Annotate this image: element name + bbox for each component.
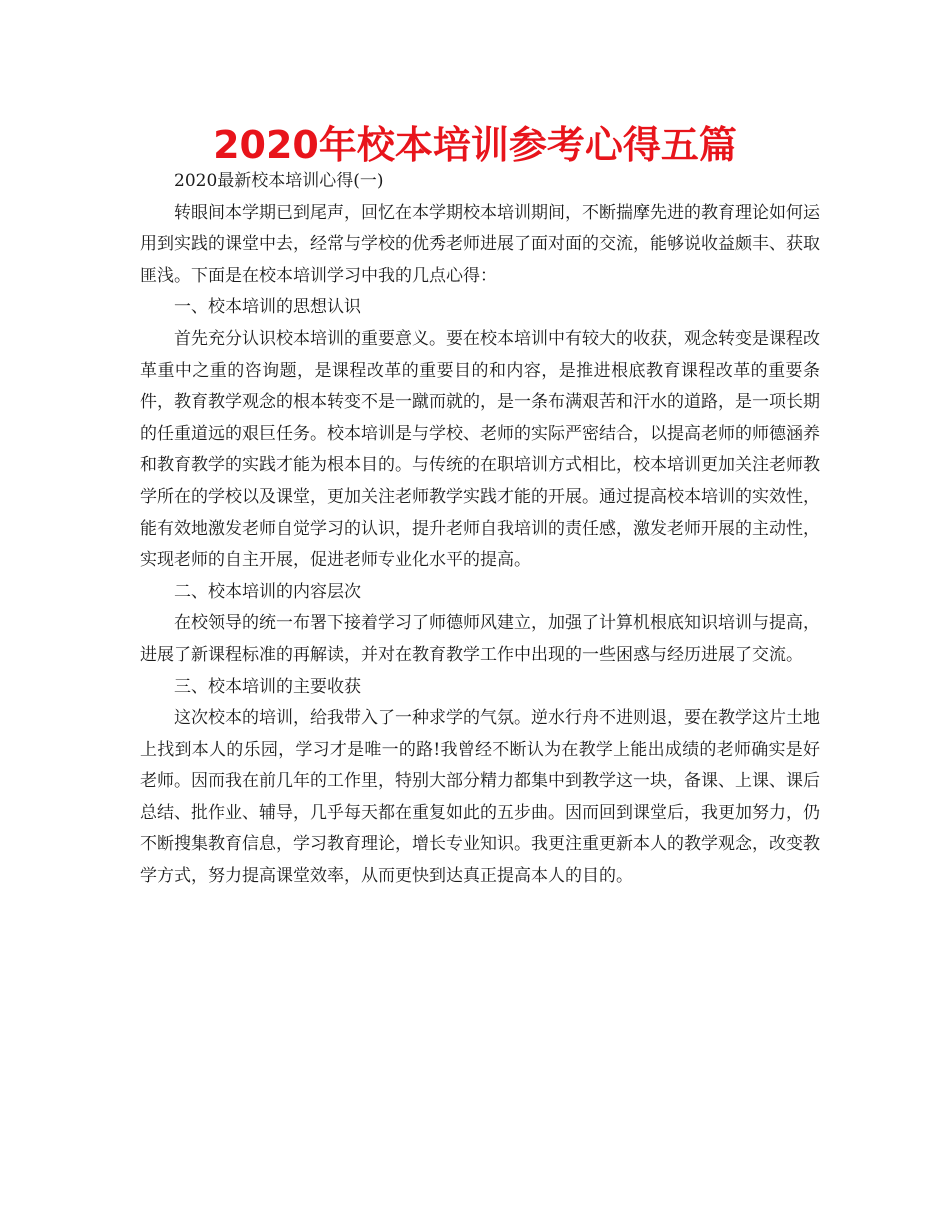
- document-body: [140, 166, 820, 893]
- intro-paragraph: 转眼间本学期已到尾声，回忆在本学期校本培训期间，不断揣摩先进的教育理论如何运用到实践的课堂中去，经常与学校的优秀老师进展了面对面的交流，能够说收益颇丰、获取匪浅。下面是在校本培训学习中我的几点心得：: [140, 202, 820, 286]
- section-heading-1: 一、校本培训的思想认识: [174, 297, 361, 318]
- document-title: 2020年校本培训参考心得五篇: [213, 123, 737, 167]
- body-paragraph-1: 首先充分认识校本培训的重要意义。要在校本培训中有较大的收获，观念转变是课程改革重中之重的咨询题，是课程改革的重要目的和内容，是推进根底教育课程改革的重要条件，教育教学观念的根本转变不是一蹴而就的，是一条布满艰苦和汗水的道路，是一项长期的任重道远的艰巨任务。校本培训是与学校、老师的实际严密结合，以提高老师的师德涵养和教育教学的实践才能为根本目的。与传统的在职培训方式相比，校本培训更加关注老师教学所在的学校以及课堂，更加关注老师教学实践才能的开展。通过提高校本培训的实效性，能有效地激发老师自觉学习的认识，提升老师自我培训的责任感，激发老师开展的主动性，实现老师的自主开展，促进老师专业化水平的提高。: [140, 328, 820, 571]
- body-paragraph-3: 这次校本的培训，给我带入了一种求学的气氛。逆水行舟不进则退，要在教学这片土地上找到本人的乐园，学习才是唯一的路!我曾经不断认为在教学上能出成绩的老师确实是好老师。因而我在前几年的工作里，特别大部分精力都集中到教学这一块，备课、上课、课后总结、批作业、辅导，几乎每天都在重复如此的五步曲。因而回到课堂后，我更加努力，仍不断搜集教育信息，学习教育理论，增长专业知识。我更注重更新本人的教学观念，改变教学方式，努力提高课堂效率，从而更快到达真正提高本人的目的。: [140, 708, 820, 887]
- section-heading-3: 三、校本培训的主要收获: [174, 676, 361, 697]
- body-paragraph-2: 在校领导的统一布署下接着学习了师德师风建立，加强了计算机根底知识培训与提高，进展了新课程标准的再解读，并对在教育教学工作中出现的一些困惑与经历进展了交流。: [140, 613, 820, 665]
- section-subtitle: 2020最新校本培训心得(一): [174, 171, 384, 191]
- section-heading-2: 二、校本培训的内容层次: [174, 581, 361, 602]
